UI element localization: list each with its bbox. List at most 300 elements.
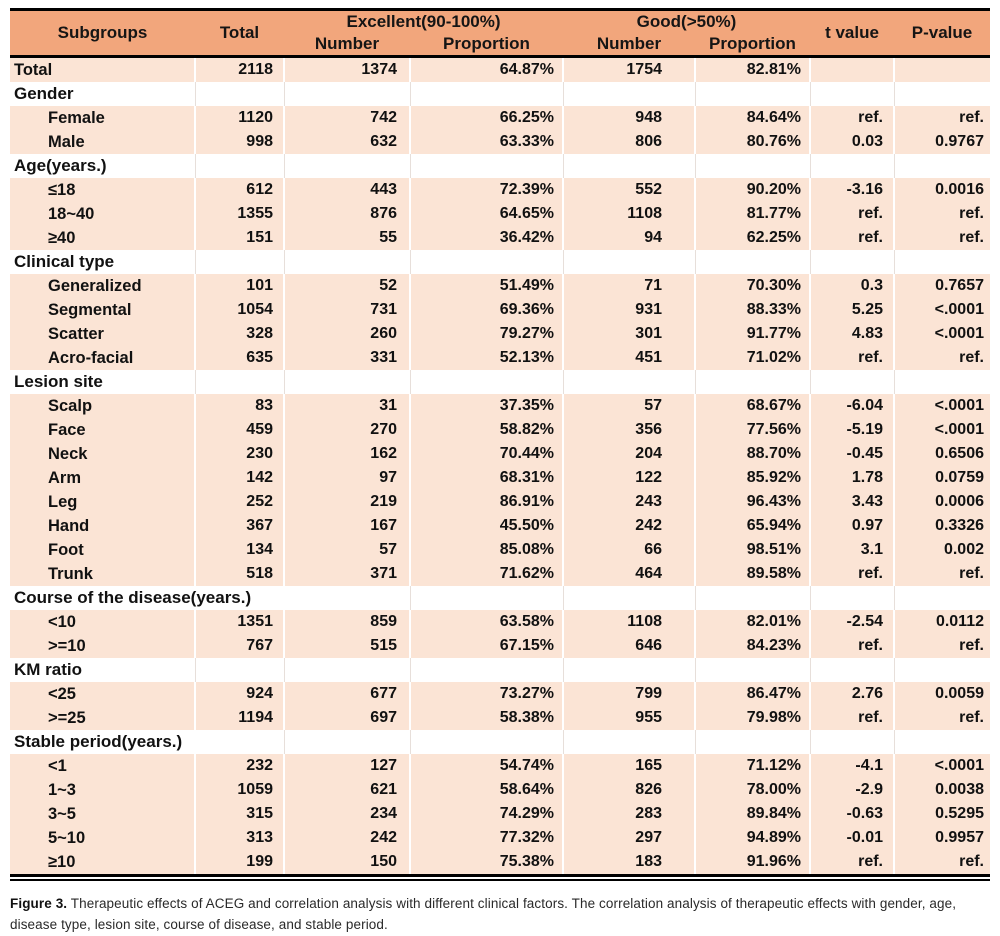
cell-t [810, 57, 894, 83]
cell-good_n: 301 [563, 322, 695, 346]
cell-p: ref. [894, 850, 990, 876]
empty-cell [284, 370, 410, 394]
cell-p: 0.0016 [894, 178, 990, 202]
cell-exc_n: 234 [284, 802, 410, 826]
figure-caption [10, 894, 986, 936]
cell-total: 83 [195, 394, 284, 418]
section-label: Stable period(years.) [10, 730, 284, 754]
cell-exc_p: 75.38% [410, 850, 563, 876]
cell-p: 0.7657 [894, 274, 990, 298]
empty-cell [410, 250, 563, 274]
row-label: >=25 [10, 706, 195, 730]
row-label: Female [10, 106, 195, 130]
cell-exc_n: 52 [284, 274, 410, 298]
cell-t: ref. [810, 226, 894, 250]
header-excellent-number: Number [284, 33, 410, 57]
row-label: Face [10, 418, 195, 442]
empty-cell [810, 250, 894, 274]
cell-t: ref. [810, 346, 894, 370]
cell-exc_n: 677 [284, 682, 410, 706]
table-row [10, 514, 990, 538]
cell-good_p: 84.64% [695, 106, 810, 130]
cell-total: 635 [195, 346, 284, 370]
cell-p: ref. [894, 634, 990, 658]
cell-total: 1120 [195, 106, 284, 130]
cell-p: ref. [894, 706, 990, 730]
cell-good_n: 451 [563, 346, 695, 370]
table-row [10, 106, 990, 130]
cell-total: 518 [195, 562, 284, 586]
cell-total: 151 [195, 226, 284, 250]
table-row [10, 610, 990, 634]
row-label: 1~3 [10, 778, 195, 802]
empty-cell [284, 82, 410, 106]
row-label: Segmental [10, 298, 195, 322]
cell-good_p: 82.81% [695, 57, 810, 83]
row-label: Acro-facial [10, 346, 195, 370]
row-label: Scalp [10, 394, 195, 418]
table-row [10, 250, 990, 274]
table-row [10, 826, 990, 850]
cell-exc_n: 331 [284, 346, 410, 370]
cell-exc_p: 71.62% [410, 562, 563, 586]
cell-total: 998 [195, 130, 284, 154]
cell-t: 0.03 [810, 130, 894, 154]
cell-total: 367 [195, 514, 284, 538]
cell-exc_p: 72.39% [410, 178, 563, 202]
row-label: Male [10, 130, 195, 154]
cell-exc_n: 859 [284, 610, 410, 634]
table-bottom-rule [10, 879, 990, 881]
cell-good_p: 68.67% [695, 394, 810, 418]
results-table [10, 8, 990, 877]
cell-good_n: 122 [563, 466, 695, 490]
cell-exc_n: 515 [284, 634, 410, 658]
empty-cell [695, 586, 810, 610]
header-good-number: Number [563, 33, 695, 57]
table-row [10, 370, 990, 394]
row-label: Neck [10, 442, 195, 466]
row-label: Hand [10, 514, 195, 538]
empty-cell [563, 658, 695, 682]
cell-exc_n: 443 [284, 178, 410, 202]
cell-good_p: 65.94% [695, 514, 810, 538]
cell-p: <.0001 [894, 394, 990, 418]
empty-cell [810, 370, 894, 394]
cell-exc_n: 97 [284, 466, 410, 490]
cell-t: -0.01 [810, 826, 894, 850]
cell-good_p: 82.01% [695, 610, 810, 634]
cell-good_n: 931 [563, 298, 695, 322]
empty-cell [810, 658, 894, 682]
section-label: Lesion site [10, 370, 195, 394]
row-label: <1 [10, 754, 195, 778]
empty-cell [195, 250, 284, 274]
cell-exc_p: 77.32% [410, 826, 563, 850]
empty-cell [810, 730, 894, 754]
empty-cell [410, 154, 563, 178]
cell-total: 924 [195, 682, 284, 706]
cell-total: 459 [195, 418, 284, 442]
cell-good_p: 80.76% [695, 130, 810, 154]
section-label: Gender [10, 82, 195, 106]
table-row [10, 178, 990, 202]
cell-good_p: 62.25% [695, 226, 810, 250]
cell-good_n: 806 [563, 130, 695, 154]
cell-t: 2.76 [810, 682, 894, 706]
cell-total: 142 [195, 466, 284, 490]
cell-t: 5.25 [810, 298, 894, 322]
cell-total: 232 [195, 754, 284, 778]
cell-good_n: 183 [563, 850, 695, 876]
cell-p: ref. [894, 106, 990, 130]
cell-exc_n: 731 [284, 298, 410, 322]
table-row [10, 154, 990, 178]
cell-good_n: 66 [563, 538, 695, 562]
header-subgroups: Subgroups [10, 10, 195, 57]
cell-exc_p: 36.42% [410, 226, 563, 250]
cell-t: ref. [810, 562, 894, 586]
cell-exc_p: 67.15% [410, 634, 563, 658]
empty-cell [410, 82, 563, 106]
cell-exc_p: 51.49% [410, 274, 563, 298]
table-row [10, 778, 990, 802]
empty-cell [894, 250, 990, 274]
empty-cell [284, 730, 410, 754]
cell-t: ref. [810, 706, 894, 730]
cell-good_p: 71.12% [695, 754, 810, 778]
cell-p: 0.0038 [894, 778, 990, 802]
cell-t: -0.63 [810, 802, 894, 826]
row-label: 5~10 [10, 826, 195, 850]
empty-cell [284, 154, 410, 178]
table-row [10, 730, 990, 754]
cell-good_p: 88.33% [695, 298, 810, 322]
cell-good_n: 464 [563, 562, 695, 586]
cell-exc_p: 64.65% [410, 202, 563, 226]
cell-good_p: 71.02% [695, 346, 810, 370]
cell-p: 0.0759 [894, 466, 990, 490]
empty-cell [563, 586, 695, 610]
cell-good_p: 91.96% [695, 850, 810, 876]
empty-cell [563, 370, 695, 394]
cell-exc_n: 55 [284, 226, 410, 250]
section-label: KM ratio [10, 658, 195, 682]
empty-cell [195, 370, 284, 394]
empty-cell [894, 82, 990, 106]
cell-good_p: 85.92% [695, 466, 810, 490]
empty-cell [695, 250, 810, 274]
caption-label: Figure 3. [10, 896, 68, 911]
empty-cell [810, 154, 894, 178]
cell-exc_p: 64.87% [410, 57, 563, 83]
cell-exc_n: 31 [284, 394, 410, 418]
table-row [10, 658, 990, 682]
cell-exc_p: 74.29% [410, 802, 563, 826]
empty-cell [894, 154, 990, 178]
cell-exc_p: 37.35% [410, 394, 563, 418]
cell-good_n: 297 [563, 826, 695, 850]
cell-good_p: 89.58% [695, 562, 810, 586]
cell-p [894, 57, 990, 83]
header-t-value: t value [810, 10, 894, 57]
cell-exc_n: 742 [284, 106, 410, 130]
row-label: Leg [10, 490, 195, 514]
cell-total: 1194 [195, 706, 284, 730]
cell-good_n: 955 [563, 706, 695, 730]
cell-good_n: 57 [563, 394, 695, 418]
cell-exc_p: 58.38% [410, 706, 563, 730]
empty-cell [563, 154, 695, 178]
cell-total: 230 [195, 442, 284, 466]
empty-cell [695, 730, 810, 754]
cell-good_n: 242 [563, 514, 695, 538]
cell-p: <.0001 [894, 754, 990, 778]
cell-exc_n: 621 [284, 778, 410, 802]
cell-good_n: 1754 [563, 57, 695, 83]
cell-exc_n: 632 [284, 130, 410, 154]
table-row [10, 394, 990, 418]
table-row [10, 442, 990, 466]
row-label: <10 [10, 610, 195, 634]
cell-good_p: 98.51% [695, 538, 810, 562]
empty-cell [695, 154, 810, 178]
cell-p: <.0001 [894, 322, 990, 346]
cell-good_p: 84.23% [695, 634, 810, 658]
row-label: 18~40 [10, 202, 195, 226]
table-row [10, 298, 990, 322]
cell-exc_n: 260 [284, 322, 410, 346]
empty-cell [563, 730, 695, 754]
cell-exc_p: 63.33% [410, 130, 563, 154]
empty-cell [894, 370, 990, 394]
cell-total: 1054 [195, 298, 284, 322]
cell-t: 3.1 [810, 538, 894, 562]
empty-cell [894, 730, 990, 754]
header-p-value: P-value [894, 10, 990, 57]
cell-exc_n: 162 [284, 442, 410, 466]
cell-total: 612 [195, 178, 284, 202]
cell-p: 0.0059 [894, 682, 990, 706]
cell-good_p: 86.47% [695, 682, 810, 706]
row-label: ≥10 [10, 850, 195, 876]
row-label: Trunk [10, 562, 195, 586]
cell-exc_n: 57 [284, 538, 410, 562]
cell-total: 1059 [195, 778, 284, 802]
cell-good_n: 243 [563, 490, 695, 514]
cell-good_n: 71 [563, 274, 695, 298]
table-row [10, 850, 990, 876]
row-label: ≤18 [10, 178, 195, 202]
cell-p: 0.0006 [894, 490, 990, 514]
cell-t: -4.1 [810, 754, 894, 778]
cell-total: 1351 [195, 610, 284, 634]
cell-exc_n: 242 [284, 826, 410, 850]
cell-exc_p: 86.91% [410, 490, 563, 514]
cell-exc_p: 58.82% [410, 418, 563, 442]
cell-p: 0.9767 [894, 130, 990, 154]
cell-exc_p: 45.50% [410, 514, 563, 538]
cell-good_n: 1108 [563, 202, 695, 226]
caption-text: Therapeutic effects of ACEG and correlation analysis with different clinical factors. The correlation analysis of therapeutic effects with gender, age, disease type, lesion site, course of disease, and stable period. [10, 896, 957, 932]
cell-t: 0.3 [810, 274, 894, 298]
empty-cell [810, 82, 894, 106]
cell-total: 328 [195, 322, 284, 346]
table-row [10, 754, 990, 778]
cell-t: -0.45 [810, 442, 894, 466]
cell-p: 0.002 [894, 538, 990, 562]
cell-good_p: 89.84% [695, 802, 810, 826]
cell-t: -2.9 [810, 778, 894, 802]
cell-t: -3.16 [810, 178, 894, 202]
cell-exc_p: 79.27% [410, 322, 563, 346]
empty-cell [563, 82, 695, 106]
table-row [10, 274, 990, 298]
table-row [10, 586, 990, 610]
cell-exc_p: 52.13% [410, 346, 563, 370]
cell-good_n: 948 [563, 106, 695, 130]
table-row [10, 466, 990, 490]
header-excellent: Excellent(90-100%) [284, 10, 563, 34]
section-label: Course of the disease(years.) [10, 586, 410, 610]
cell-t: ref. [810, 850, 894, 876]
row-label: ≥40 [10, 226, 195, 250]
row-label: 3~5 [10, 802, 195, 826]
figure-container [10, 8, 990, 936]
empty-cell [894, 658, 990, 682]
table-row [10, 226, 990, 250]
cell-total: 313 [195, 826, 284, 850]
table-row [10, 418, 990, 442]
cell-exc_n: 697 [284, 706, 410, 730]
cell-good_n: 165 [563, 754, 695, 778]
cell-exc_p: 54.74% [410, 754, 563, 778]
row-label: Total [10, 57, 195, 83]
cell-good_n: 283 [563, 802, 695, 826]
cell-exc_p: 58.64% [410, 778, 563, 802]
cell-t: 3.43 [810, 490, 894, 514]
cell-good_p: 91.77% [695, 322, 810, 346]
empty-cell [410, 370, 563, 394]
cell-total: 134 [195, 538, 284, 562]
cell-p: ref. [894, 346, 990, 370]
cell-good_n: 94 [563, 226, 695, 250]
cell-p: 0.9957 [894, 826, 990, 850]
empty-cell [284, 658, 410, 682]
table-row [10, 322, 990, 346]
row-label: Generalized [10, 274, 195, 298]
table-row [10, 802, 990, 826]
empty-cell [810, 586, 894, 610]
cell-good_p: 96.43% [695, 490, 810, 514]
cell-p: ref. [894, 226, 990, 250]
cell-total: 199 [195, 850, 284, 876]
cell-exc_p: 63.58% [410, 610, 563, 634]
table-row [10, 706, 990, 730]
cell-exc_p: 70.44% [410, 442, 563, 466]
cell-good_p: 88.70% [695, 442, 810, 466]
cell-good_p: 79.98% [695, 706, 810, 730]
header-excellent-proportion: Proportion [410, 33, 563, 57]
cell-good_p: 94.89% [695, 826, 810, 850]
row-label: Arm [10, 466, 195, 490]
cell-good_p: 81.77% [695, 202, 810, 226]
cell-total: 2118 [195, 57, 284, 83]
empty-cell [563, 250, 695, 274]
cell-total: 101 [195, 274, 284, 298]
cell-good_n: 356 [563, 418, 695, 442]
section-label: Clinical type [10, 250, 195, 274]
table-row [10, 562, 990, 586]
cell-exc_p: 68.31% [410, 466, 563, 490]
cell-good_n: 1108 [563, 610, 695, 634]
table-row [10, 538, 990, 562]
empty-cell [410, 586, 563, 610]
cell-good_p: 90.20% [695, 178, 810, 202]
row-label: <25 [10, 682, 195, 706]
cell-p: <.0001 [894, 418, 990, 442]
cell-good_n: 204 [563, 442, 695, 466]
cell-t: -5.19 [810, 418, 894, 442]
table-row [10, 346, 990, 370]
empty-cell [195, 82, 284, 106]
cell-p: 0.3326 [894, 514, 990, 538]
table-row [10, 682, 990, 706]
cell-exc_p: 66.25% [410, 106, 563, 130]
cell-t: ref. [810, 202, 894, 226]
empty-cell [695, 370, 810, 394]
cell-good_p: 77.56% [695, 418, 810, 442]
table-body [10, 57, 990, 876]
empty-cell [695, 82, 810, 106]
table-row [10, 634, 990, 658]
empty-cell [410, 658, 563, 682]
cell-exc_n: 167 [284, 514, 410, 538]
cell-t: -6.04 [810, 394, 894, 418]
cell-t: 1.78 [810, 466, 894, 490]
cell-exc_n: 219 [284, 490, 410, 514]
cell-exc_n: 1374 [284, 57, 410, 83]
empty-cell [195, 154, 284, 178]
cell-p: <.0001 [894, 298, 990, 322]
cell-good_n: 646 [563, 634, 695, 658]
cell-good_n: 552 [563, 178, 695, 202]
empty-cell [894, 586, 990, 610]
cell-good_n: 826 [563, 778, 695, 802]
cell-exc_p: 69.36% [410, 298, 563, 322]
table-row [10, 82, 990, 106]
cell-t: -2.54 [810, 610, 894, 634]
cell-p: 0.5295 [894, 802, 990, 826]
cell-exc_p: 85.08% [410, 538, 563, 562]
cell-exc_n: 371 [284, 562, 410, 586]
table-row [10, 490, 990, 514]
section-label: Age(years.) [10, 154, 195, 178]
empty-cell [695, 658, 810, 682]
cell-good_p: 70.30% [695, 274, 810, 298]
cell-good_p: 78.00% [695, 778, 810, 802]
cell-exc_n: 127 [284, 754, 410, 778]
table-row [10, 130, 990, 154]
cell-t: 0.97 [810, 514, 894, 538]
row-label: Scatter [10, 322, 195, 346]
header-total: Total [195, 10, 284, 57]
header-good-proportion: Proportion [695, 33, 810, 57]
cell-exc_p: 73.27% [410, 682, 563, 706]
empty-cell [195, 658, 284, 682]
cell-p: 0.6506 [894, 442, 990, 466]
table-header [10, 10, 990, 57]
